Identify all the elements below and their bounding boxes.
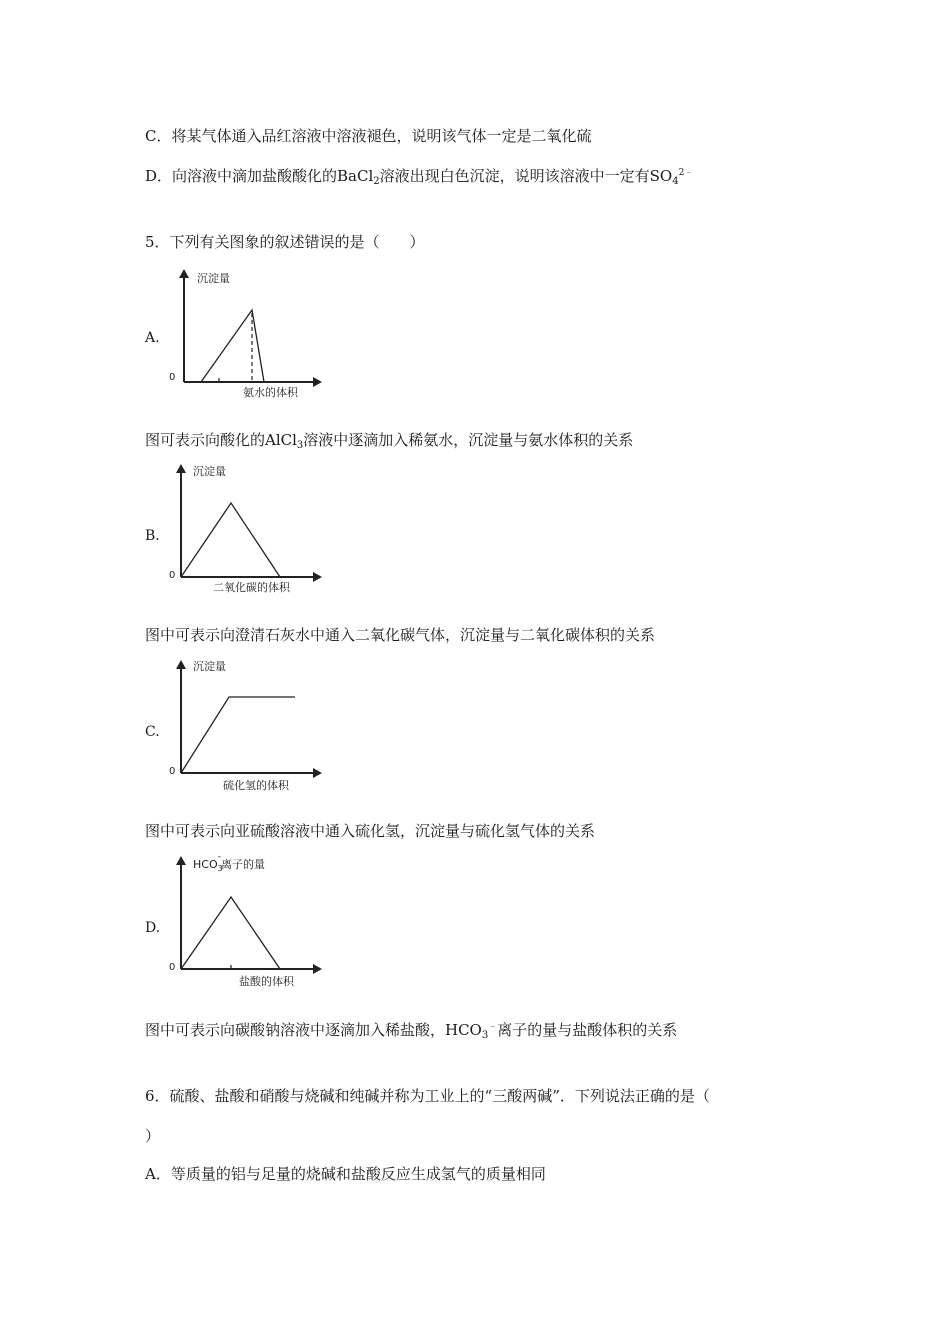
y-axis-label: 沉淀量 <box>193 465 226 478</box>
y-label-rest: 离子的量 <box>220 858 265 871</box>
curve <box>201 310 264 382</box>
y-label-sup: - <box>217 852 221 862</box>
q4-option-c: C．将某气体通入品红溶液中溶液褪色，说明该气体一定是二氧化硫 <box>145 127 592 145</box>
q5d-text-2: 离子的量与盐酸体积的关系 <box>497 1021 678 1039</box>
q5-option-a-text <box>145 430 633 456</box>
q5-option-c-text: 图中可表示向亚硫酸溶液中通入硫化氢，沉淀量与硫化氢气体的关系 <box>145 822 596 840</box>
origin-label: 0 <box>169 962 176 973</box>
origin-label: 0 <box>169 766 176 777</box>
y-label-main: HCO <box>193 858 218 871</box>
q5-option-b-text: 图中可表示向澄清石灰水中通入二氧化碳气体，沉淀量与二氧化碳体积的关系 <box>145 626 656 644</box>
origin-label: 0 <box>169 570 176 581</box>
y-axis-label <box>193 852 265 873</box>
x-axis-arrow-icon <box>313 768 322 778</box>
curve <box>181 697 295 773</box>
x-axis-label: 硫化氢的体积 <box>223 779 289 792</box>
q5-option-d-label: D. <box>145 920 161 936</box>
x-axis-arrow-icon <box>313 964 322 974</box>
x-axis-label: 氨水的体积 <box>243 386 298 399</box>
x-axis-arrow-icon <box>313 377 322 387</box>
q5a-text-2: 溶液中逐滴加入稀氨水，沉淀量与氨水体积的关系 <box>303 431 634 449</box>
q4-option-d <box>145 163 693 192</box>
graph-c <box>165 656 325 791</box>
y-axis-arrow-icon <box>176 856 186 865</box>
q5-option-a-label: A. <box>145 330 160 346</box>
q5-option-c-label: C. <box>145 724 160 740</box>
curve <box>181 503 280 577</box>
q5a-text-1: 图可表示向酸化的AlCl <box>145 431 297 449</box>
x-axis-label: 盐酸的体积 <box>239 975 294 988</box>
x-axis-label: 二氧化碳的体积 <box>213 581 290 594</box>
q4d-sub: 2 <box>373 176 380 187</box>
curve <box>181 897 280 969</box>
q6-option-a: A．等质量的铝与足量的烧碱和盐酸反应生成氢气的质量相同 <box>145 1165 546 1183</box>
q5-stem: 5．下列有关图象的叙述错误的是（ ） <box>145 233 425 251</box>
q4d-sub2: 4 <box>672 176 679 187</box>
q5a-sub: 3 <box>296 440 304 451</box>
graph-d <box>165 852 325 987</box>
q4d-text-2: 溶液出现白色沉淀，说明该溶液中一定有SO <box>379 167 673 185</box>
y-axis-label: 沉淀量 <box>193 660 226 673</box>
y-axis-arrow-icon <box>176 660 186 669</box>
q5d-text-1: 图中可表示向碳酸钠溶液中逐滴加入稀盐酸，HCO <box>145 1021 482 1039</box>
y-label-sub: 3 <box>217 864 223 873</box>
q4d-text-1: D．向溶液中滴加盐酸酸化的BaCl <box>145 167 374 185</box>
origin-label: 0 <box>169 372 176 383</box>
q4d-sup: 2﹣ <box>678 168 694 178</box>
q5-option-b-label: B. <box>145 528 160 544</box>
q5d-sub: 3 <box>481 1030 489 1041</box>
y-axis-label: 沉淀量 <box>197 272 230 285</box>
graph-b <box>165 460 325 595</box>
q6-stem: 6．硫酸、盐酸和硝酸与烧碱和纯碱并称为工业上的“三酸两碱”．下列说法正确的是（ <box>145 1087 710 1105</box>
graph-a <box>165 265 325 400</box>
q6-stem-cont: ） <box>145 1127 161 1145</box>
q5d-sup: ﹣ <box>488 1022 498 1032</box>
x-axis-arrow-icon <box>313 572 322 582</box>
y-axis-arrow-icon <box>179 269 189 278</box>
q5-option-d-text <box>145 1017 677 1046</box>
y-axis-arrow-icon <box>176 464 186 473</box>
